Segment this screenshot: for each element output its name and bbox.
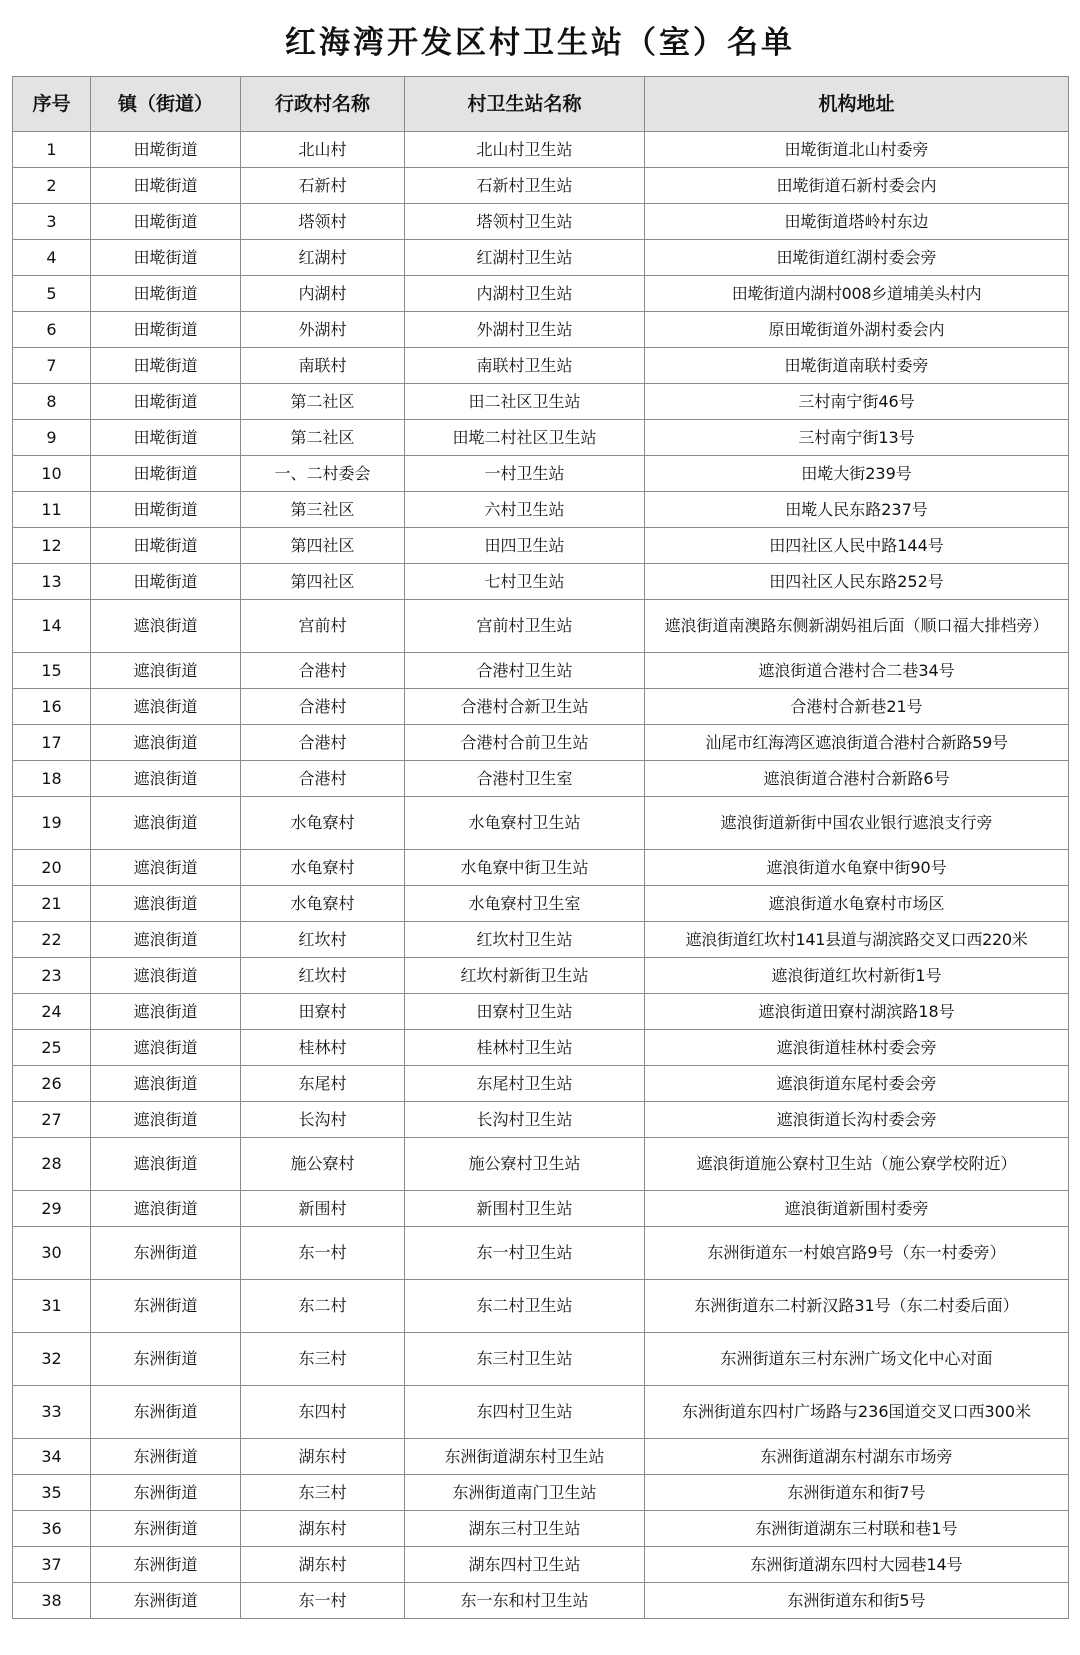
row-village: 宫前村	[241, 600, 405, 653]
table-row	[13, 204, 1069, 240]
row-index: 16	[13, 689, 91, 725]
row-village: 新围村	[241, 1191, 405, 1227]
row-address: 田墘街道石新村委会内	[645, 168, 1069, 204]
row-clinic-name: 南联村卫生站	[405, 348, 645, 384]
row-village: 田寮村	[241, 994, 405, 1030]
row-street: 田墘街道	[91, 528, 241, 564]
table-row	[13, 1333, 1069, 1386]
row-village: 石新村	[241, 168, 405, 204]
row-street: 田墘街道	[91, 420, 241, 456]
row-village: 水龟寮村	[241, 850, 405, 886]
row-street: 田墘街道	[91, 492, 241, 528]
table-row	[13, 886, 1069, 922]
row-address: 田墘街道北山村委旁	[645, 132, 1069, 168]
row-address: 遮浪街道水龟寮中街90号	[645, 850, 1069, 886]
row-index: 36	[13, 1511, 91, 1547]
row-address: 遮浪街道新街中国农业银行遮浪支行旁	[645, 797, 1069, 850]
table-row	[13, 958, 1069, 994]
row-street: 遮浪街道	[91, 600, 241, 653]
row-index: 11	[13, 492, 91, 528]
row-clinic-name: 湖东三村卫生站	[405, 1511, 645, 1547]
table-row	[13, 653, 1069, 689]
row-index: 5	[13, 276, 91, 312]
row-address: 遮浪街道合港村合新路6号	[645, 761, 1069, 797]
row-index: 1	[13, 132, 91, 168]
row-address: 遮浪街道南澳路东侧新湖妈祖后面（顺口福大排档旁）	[645, 600, 1069, 653]
row-index: 25	[13, 1030, 91, 1066]
row-address: 东洲街道东二村新汉路31号（东二村委后面）	[645, 1280, 1069, 1333]
row-village: 南联村	[241, 348, 405, 384]
row-street: 遮浪街道	[91, 958, 241, 994]
row-clinic-name: 施公寮村卫生站	[405, 1138, 645, 1191]
table-row	[13, 1227, 1069, 1280]
table-row	[13, 850, 1069, 886]
row-clinic-name: 北山村卫生站	[405, 132, 645, 168]
table-row	[13, 492, 1069, 528]
row-clinic-name: 东一村卫生站	[405, 1227, 645, 1280]
row-street: 遮浪街道	[91, 725, 241, 761]
row-village: 合港村	[241, 653, 405, 689]
row-clinic-name: 外湖村卫生站	[405, 312, 645, 348]
row-index: 32	[13, 1333, 91, 1386]
row-address: 东洲街道湖东四村大园巷14号	[645, 1547, 1069, 1583]
row-street: 东洲街道	[91, 1475, 241, 1511]
row-village: 红坎村	[241, 922, 405, 958]
row-street: 东洲街道	[91, 1227, 241, 1280]
table-row	[13, 1583, 1069, 1619]
row-address: 田墘街道南联村委旁	[645, 348, 1069, 384]
row-clinic-name: 一村卫生站	[405, 456, 645, 492]
table-row	[13, 1439, 1069, 1475]
table-row	[13, 994, 1069, 1030]
row-index: 26	[13, 1066, 91, 1102]
row-village: 红坎村	[241, 958, 405, 994]
row-address: 遮浪街道田寮村湖滨路18号	[645, 994, 1069, 1030]
row-clinic-name: 东洲街道湖东村卫生站	[405, 1439, 645, 1475]
row-street: 遮浪街道	[91, 994, 241, 1030]
row-street: 田墘街道	[91, 564, 241, 600]
table-body	[13, 132, 1069, 1619]
row-clinic-name: 田寮村卫生站	[405, 994, 645, 1030]
row-clinic-name: 内湖村卫生站	[405, 276, 645, 312]
row-index: 24	[13, 994, 91, 1030]
row-village: 东尾村	[241, 1066, 405, 1102]
row-address: 田墘街道红湖村委会旁	[645, 240, 1069, 276]
row-index: 6	[13, 312, 91, 348]
table-row	[13, 132, 1069, 168]
row-index: 28	[13, 1138, 91, 1191]
header-street: 镇（街道）	[91, 77, 241, 132]
row-clinic-name: 六村卫生站	[405, 492, 645, 528]
row-index: 37	[13, 1547, 91, 1583]
row-address: 遮浪街道红坎村新街1号	[645, 958, 1069, 994]
row-street: 东洲街道	[91, 1333, 241, 1386]
row-clinic-name: 合港村合前卫生站	[405, 725, 645, 761]
row-street: 田墘街道	[91, 456, 241, 492]
row-index: 9	[13, 420, 91, 456]
row-street: 东洲街道	[91, 1439, 241, 1475]
row-village: 湖东村	[241, 1547, 405, 1583]
row-street: 东洲街道	[91, 1511, 241, 1547]
row-index: 29	[13, 1191, 91, 1227]
row-address: 东洲街道东和街5号	[645, 1583, 1069, 1619]
row-clinic-name: 东一东和村卫生站	[405, 1583, 645, 1619]
row-street: 遮浪街道	[91, 689, 241, 725]
row-address: 原田墘街道外湖村委会内	[645, 312, 1069, 348]
row-index: 20	[13, 850, 91, 886]
row-village: 合港村	[241, 761, 405, 797]
row-street: 遮浪街道	[91, 922, 241, 958]
row-clinic-name: 水龟寮村卫生站	[405, 797, 645, 850]
row-index: 15	[13, 653, 91, 689]
row-index: 2	[13, 168, 91, 204]
row-index: 14	[13, 600, 91, 653]
row-clinic-name: 合港村卫生站	[405, 653, 645, 689]
row-street: 遮浪街道	[91, 1138, 241, 1191]
row-street: 遮浪街道	[91, 797, 241, 850]
row-address: 汕尾市红海湾区遮浪街道合港村合新路59号	[645, 725, 1069, 761]
row-street: 田墘街道	[91, 348, 241, 384]
row-street: 遮浪街道	[91, 653, 241, 689]
row-clinic-name: 田二社区卫生站	[405, 384, 645, 420]
row-clinic-name: 田墘二村社区卫生站	[405, 420, 645, 456]
row-clinic-name: 合港村合新卫生站	[405, 689, 645, 725]
table-row	[13, 1191, 1069, 1227]
row-village: 东一村	[241, 1227, 405, 1280]
row-village: 东三村	[241, 1475, 405, 1511]
row-index: 3	[13, 204, 91, 240]
row-street: 东洲街道	[91, 1386, 241, 1439]
row-clinic-name: 东三村卫生站	[405, 1333, 645, 1386]
row-index: 23	[13, 958, 91, 994]
row-village: 东四村	[241, 1386, 405, 1439]
row-street: 田墘街道	[91, 132, 241, 168]
row-address: 合港村合新巷21号	[645, 689, 1069, 725]
row-address: 田墘街道内湖村008乡道埔美头村内	[645, 276, 1069, 312]
row-clinic-name: 长沟村卫生站	[405, 1102, 645, 1138]
table-row	[13, 384, 1069, 420]
row-clinic-name: 东四村卫生站	[405, 1386, 645, 1439]
row-index: 27	[13, 1102, 91, 1138]
row-clinic-name: 红湖村卫生站	[405, 240, 645, 276]
row-index: 12	[13, 528, 91, 564]
row-clinic-name: 桂林村卫生站	[405, 1030, 645, 1066]
row-address: 遮浪街道桂林村委会旁	[645, 1030, 1069, 1066]
row-address: 遮浪街道水龟寮村市场区	[645, 886, 1069, 922]
table-row	[13, 168, 1069, 204]
row-street: 遮浪街道	[91, 761, 241, 797]
row-street: 遮浪街道	[91, 1030, 241, 1066]
row-index: 4	[13, 240, 91, 276]
row-clinic-name: 水龟寮村卫生室	[405, 886, 645, 922]
row-village: 湖东村	[241, 1439, 405, 1475]
row-address: 田四社区人民中路144号	[645, 528, 1069, 564]
row-village: 合港村	[241, 689, 405, 725]
table-row	[13, 456, 1069, 492]
table-row	[13, 725, 1069, 761]
row-village: 红湖村	[241, 240, 405, 276]
row-address: 田墘人民东路237号	[645, 492, 1069, 528]
row-address: 田四社区人民东路252号	[645, 564, 1069, 600]
table-row	[13, 312, 1069, 348]
row-street: 遮浪街道	[91, 1102, 241, 1138]
row-index: 34	[13, 1439, 91, 1475]
header-village: 行政村名称	[241, 77, 405, 132]
row-village: 第四社区	[241, 528, 405, 564]
table-row	[13, 1066, 1069, 1102]
row-index: 33	[13, 1386, 91, 1439]
row-clinic-name: 田四卫生站	[405, 528, 645, 564]
row-street: 田墘街道	[91, 384, 241, 420]
row-clinic-name: 石新村卫生站	[405, 168, 645, 204]
row-index: 10	[13, 456, 91, 492]
row-clinic-name: 东洲街道南门卫生站	[405, 1475, 645, 1511]
row-village: 东二村	[241, 1280, 405, 1333]
row-village: 桂林村	[241, 1030, 405, 1066]
row-village: 东三村	[241, 1333, 405, 1386]
row-clinic-name: 宫前村卫生站	[405, 600, 645, 653]
row-street: 田墘街道	[91, 240, 241, 276]
table-row	[13, 797, 1069, 850]
row-clinic-name: 红坎村卫生站	[405, 922, 645, 958]
row-address: 东洲街道东三村东洲广场文化中心对面	[645, 1333, 1069, 1386]
row-index: 21	[13, 886, 91, 922]
row-street: 田墘街道	[91, 204, 241, 240]
row-clinic-name: 塔领村卫生站	[405, 204, 645, 240]
table-row	[13, 564, 1069, 600]
table-row	[13, 689, 1069, 725]
table-row	[13, 600, 1069, 653]
table-row	[13, 1138, 1069, 1191]
row-street: 遮浪街道	[91, 1066, 241, 1102]
row-index: 13	[13, 564, 91, 600]
row-village: 湖东村	[241, 1511, 405, 1547]
table-row	[13, 1030, 1069, 1066]
table-row	[13, 761, 1069, 797]
header-index: 序号	[13, 77, 91, 132]
row-clinic-name: 东尾村卫生站	[405, 1066, 645, 1102]
header-clinic-name: 村卫生站名称	[405, 77, 645, 132]
table-row	[13, 1386, 1069, 1439]
row-index: 38	[13, 1583, 91, 1619]
row-village: 水龟寮村	[241, 797, 405, 850]
row-clinic-name: 水龟寮中街卫生站	[405, 850, 645, 886]
row-village: 长沟村	[241, 1102, 405, 1138]
table-row	[13, 348, 1069, 384]
row-address: 东洲街道东和街7号	[645, 1475, 1069, 1511]
row-address: 遮浪街道新围村委旁	[645, 1191, 1069, 1227]
row-street: 田墘街道	[91, 312, 241, 348]
clinic-table	[12, 76, 1069, 1619]
row-street: 田墘街道	[91, 168, 241, 204]
row-address: 田墘大街239号	[645, 456, 1069, 492]
table-row	[13, 922, 1069, 958]
row-index: 30	[13, 1227, 91, 1280]
row-address: 东洲街道湖东村湖东市场旁	[645, 1439, 1069, 1475]
row-address: 遮浪街道东尾村委会旁	[645, 1066, 1069, 1102]
table-row	[13, 276, 1069, 312]
row-address: 遮浪街道合港村合二巷34号	[645, 653, 1069, 689]
row-clinic-name: 新围村卫生站	[405, 1191, 645, 1227]
table-row	[13, 1547, 1069, 1583]
row-clinic-name: 七村卫生站	[405, 564, 645, 600]
row-clinic-name: 红坎村新街卫生站	[405, 958, 645, 994]
table-header-row	[13, 77, 1069, 132]
table-row	[13, 1475, 1069, 1511]
row-street: 东洲街道	[91, 1280, 241, 1333]
row-index: 31	[13, 1280, 91, 1333]
row-village: 合港村	[241, 725, 405, 761]
row-address: 三村南宁街46号	[645, 384, 1069, 420]
row-index: 8	[13, 384, 91, 420]
row-village: 第四社区	[241, 564, 405, 600]
row-address: 东洲街道湖东三村联和巷1号	[645, 1511, 1069, 1547]
row-clinic-name: 合港村卫生室	[405, 761, 645, 797]
row-street: 遮浪街道	[91, 850, 241, 886]
table-row	[13, 528, 1069, 564]
row-village: 第三社区	[241, 492, 405, 528]
row-address: 东洲街道东四村广场路与236国道交叉口西300米	[645, 1386, 1069, 1439]
row-village: 一、二村委会	[241, 456, 405, 492]
row-village: 施公寮村	[241, 1138, 405, 1191]
row-village: 外湖村	[241, 312, 405, 348]
table-row	[13, 1102, 1069, 1138]
row-address: 遮浪街道红坎村141县道与湖滨路交叉口西220米	[645, 922, 1069, 958]
row-street: 东洲街道	[91, 1547, 241, 1583]
row-village: 第二社区	[241, 420, 405, 456]
row-index: 18	[13, 761, 91, 797]
page-title: 红海湾开发区村卫生站（室）名单	[285, 25, 795, 61]
row-street: 遮浪街道	[91, 1191, 241, 1227]
table-row	[13, 240, 1069, 276]
row-clinic-name: 湖东四村卫生站	[405, 1547, 645, 1583]
row-index: 17	[13, 725, 91, 761]
row-street: 东洲街道	[91, 1583, 241, 1619]
table-row	[13, 1280, 1069, 1333]
table-row	[13, 420, 1069, 456]
row-street: 遮浪街道	[91, 886, 241, 922]
row-village: 第二社区	[241, 384, 405, 420]
row-village: 塔领村	[241, 204, 405, 240]
row-address: 东洲街道东一村娘宫路9号（东一村委旁）	[645, 1227, 1069, 1280]
row-address: 遮浪街道施公寮村卫生站（施公寮学校附近）	[645, 1138, 1069, 1191]
row-index: 22	[13, 922, 91, 958]
row-address: 田墘街道塔岭村东边	[645, 204, 1069, 240]
row-index: 35	[13, 1475, 91, 1511]
row-address: 遮浪街道长沟村委会旁	[645, 1102, 1069, 1138]
row-village: 内湖村	[241, 276, 405, 312]
row-village: 东一村	[241, 1583, 405, 1619]
table-row	[13, 1511, 1069, 1547]
row-address: 三村南宁街13号	[645, 420, 1069, 456]
row-street: 田墘街道	[91, 276, 241, 312]
row-village: 水龟寮村	[241, 886, 405, 922]
row-clinic-name: 东二村卫生站	[405, 1280, 645, 1333]
header-address: 机构地址	[645, 77, 1069, 132]
row-index: 7	[13, 348, 91, 384]
row-index: 19	[13, 797, 91, 850]
row-village: 北山村	[241, 132, 405, 168]
